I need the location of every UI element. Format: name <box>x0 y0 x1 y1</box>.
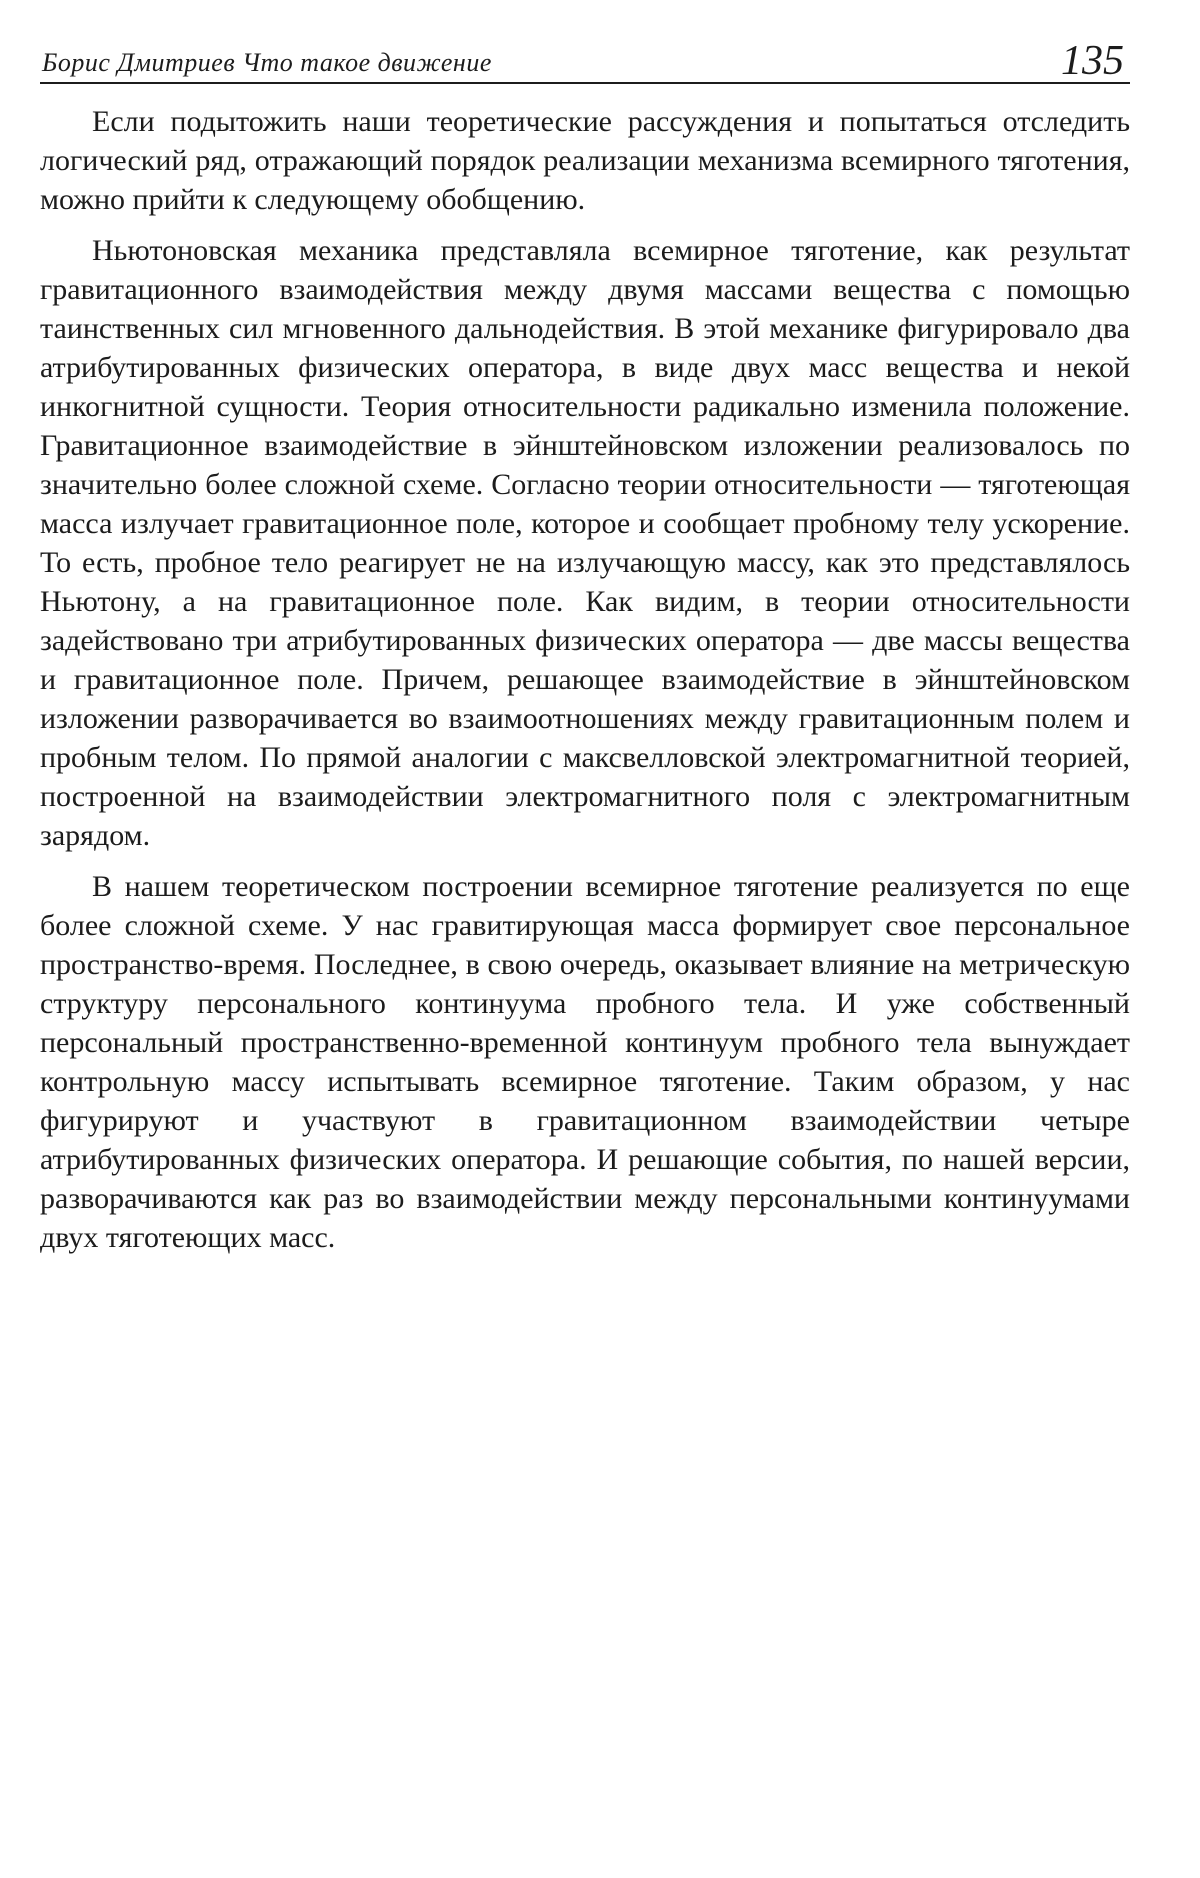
body-text <box>40 102 1130 1257</box>
page-number: 135 <box>1061 38 1124 84</box>
book-page <box>40 30 1130 1269</box>
running-head <box>40 30 1130 84</box>
paragraph-newton-einstein: Ньютоновская механика представляла всемирное тяготение, как результат гравитационного взаимодействия между двумя массами вещества с помощью таинственных сил мгновенного дальнодействия. В этой механике фигурировало два атрибутированных физических оператора, в виде двух масс вещества и некой инкогнитной сущности. Теория относительности радикально изменила положение. Гравитационное взаимодействие в эйнштейновском изложении реализовалось по значительно более сложной схеме. Согласно теории относительности — тяготеющая масса излучает гравитационное поле, которое и сообщает пробному телу ускорение. То есть, пробное тело реагирует не на излучающую массу, как это представлялось Ньютону, а на гравитационное поле. Как видим, в теории относительности задействовано три атрибутированных физических оператора — две массы вещества и гравитационное поле. Причем, решающее взаимодействие в эйнштейновском изложении разворачивается во взаимоотношениях между гравитационным полем и пробным телом. По прямой аналогии с максвелловской электромагнитной теорией, построенной на взаимодействии электромагнитного поля с электромагнитным зарядом. <box>40 234 1130 852</box>
paragraph-our-theory: В нашем теоретическом построении всемирное тяготение реализуется по еще более сложной схеме. У нас гравитирующая масса формирует свое персональное пространство-время. Последнее, в свою очередь, оказывает влияние на метрическую структуру персонального континуума пробного тела. И уже собственный персональный пространственно-временной континуум пробного тела вынуждает контрольную массу испытывать всемирное тяготение. Таким образом, у нас фигурируют и участвуют в гравитационном взаимодействии четыре атрибутированных физических оператора. И решающие события, по нашей версии, разворачиваются как раз во взаимодействии между персональными континуумами двух тяготеющих масс. <box>40 870 1130 1254</box>
paragraph-summary: Если подытожить наши теоретические рассуждения и попытаться отследить логический ряд, отражающий порядок реализации механизма всемирного тяготения, можно прийти к следующему обобщению. <box>40 105 1130 216</box>
running-title: Борис Дмитриев Что такое движение <box>42 48 492 77</box>
